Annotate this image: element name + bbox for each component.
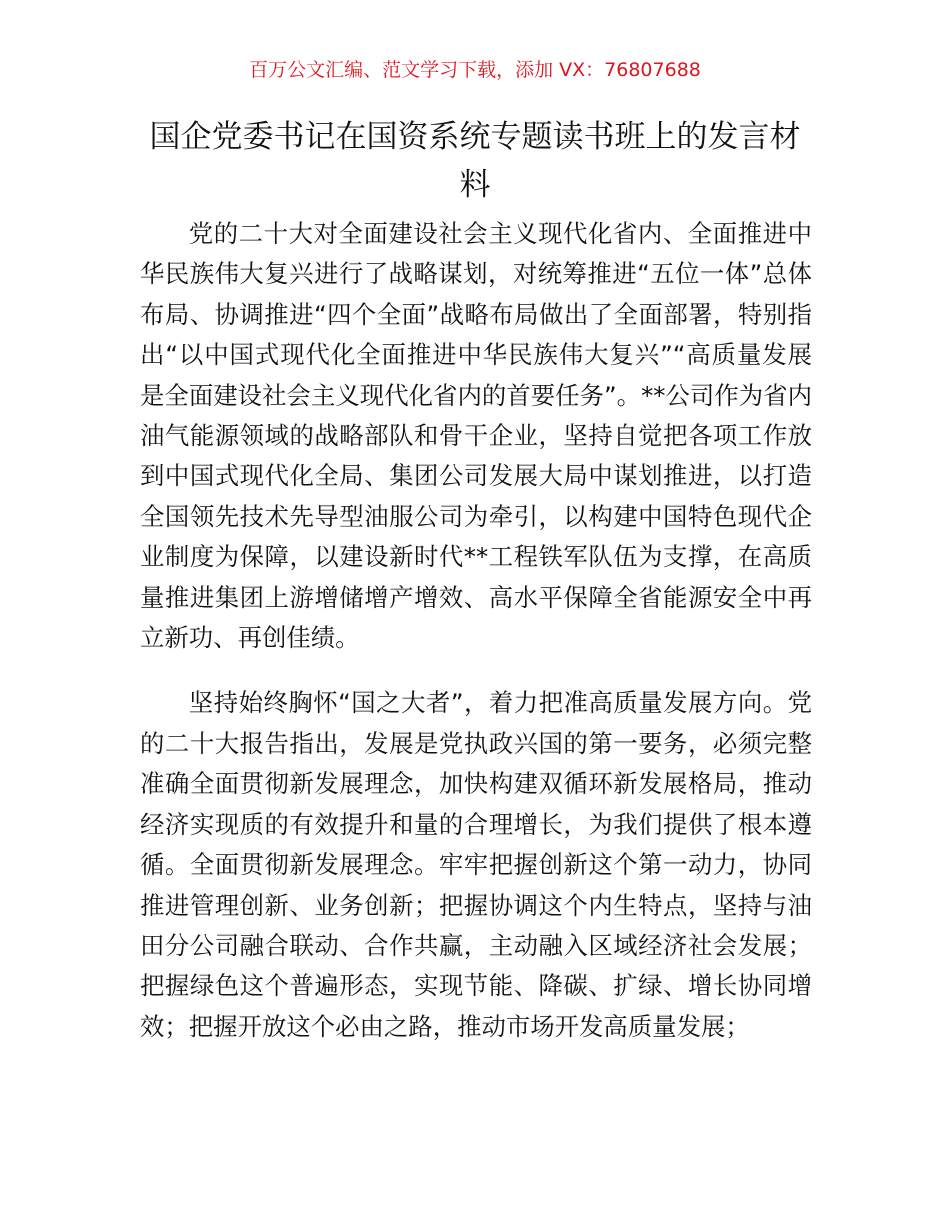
body-paragraph: 坚持始终胸怀“国之大者”，着力把准高质量发展方向。党的二十大报告指出，发展是党执政兴国的第一要务，必须完整准确全面贯彻新发展理念，加快构建双循环新发展格局，推动经济实现质的有效提升和量的合理增长，为我们提供了根本遵循。全面贯彻新发展理念。牢牢把握创新这个第一动力，协同推进管理创新、业务创新；把握协调这个内生特点，坚持与油田分公司融合联动、合作共赢，主动融入区域经济社会发展；把握绿色这个普遍形态，实现节能、降碳、扩绿、增长协同增效；把握开放这个必由之路，推动市场开发高质量发展；: [140, 688, 812, 1041]
document-body: [140, 214, 812, 1047]
body-paragraph: 党的二十大对全面建设社会主义现代化省内、全面推进中华民族伟大复兴进行了战略谋划，对统筹推进“五位一体”总体布局、协调推进“四个全面”战略布局做出了全面部署，特别指出“以中国式现代化全面推进中华民族伟大复兴”“高质量发展是全面建设社会主义现代化省内的首要任务”。**公司作为省内油气能源领域的战略部队和骨干企业，坚持自觉把各项工作放到中国式现代化全局、集团公司发展大局中谋划推进，以打造全国领先技术先导型油服公司为牵引，以构建中国特色现代企业制度为保障，以建设新时代**工程铁军队伍为支撑，在高质量推进集团上游增储增产增效、高水平保障全省能源安全中再立新功、再创佳绩。: [140, 219, 812, 653]
watermark-header: 百万公文汇编、范文学习下载，添加 VX：76807688: [249, 59, 701, 81]
document-title: 国企党委书记在国资系统专题读书班上的发言材料: [149, 119, 801, 203]
